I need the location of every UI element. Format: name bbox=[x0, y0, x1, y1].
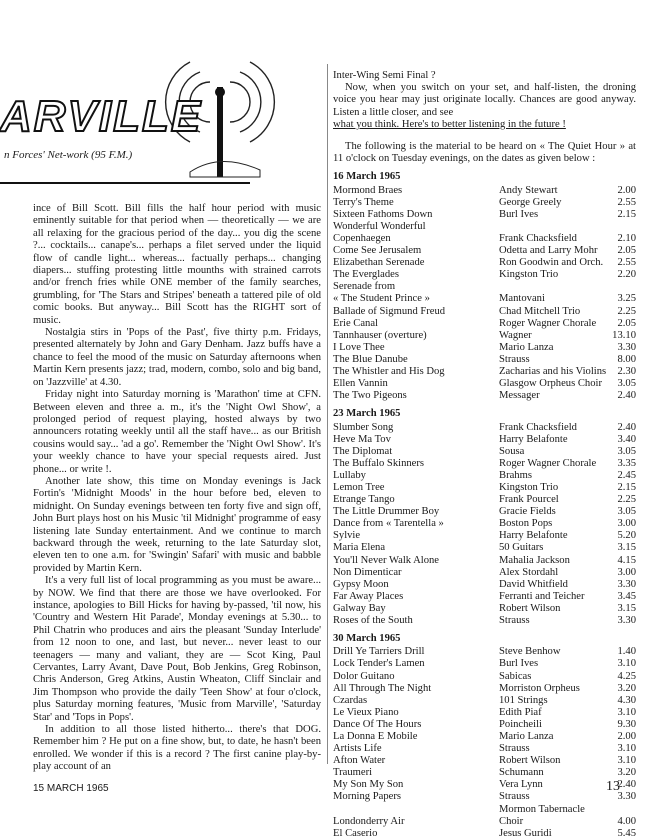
playlist-row bbox=[333, 269, 636, 281]
artist: Brahms bbox=[499, 469, 532, 481]
song-title: Le Vieux Piano bbox=[333, 706, 399, 718]
masthead-rule bbox=[0, 182, 250, 184]
article-continuation bbox=[333, 70, 636, 131]
paragraph: ince of Bill Scott. Bill fills the half hour period with music eminently suitable for that period when — theoretically — we are all relaxing for the gracious period of the day... you dig the scene ?... cocktails... canape's... perhaps a filet served under the liquid flow of candle light... whereas... factually perhaps... changing diapers... stuffing protesting little mounths with strained carrots and/or french fries while ONE member of the family searches, grumbling, for 'The Stars and Stripes' beneath a tattered pile of old comic books. But anyway... Bill Scott has the RIGHT sort of music. bbox=[33, 203, 321, 326]
playlist-row bbox=[333, 755, 636, 767]
duration: 3.10 bbox=[617, 706, 636, 718]
artist: Ferranti and Teicher bbox=[499, 590, 585, 602]
duration: 2.20 bbox=[617, 269, 636, 281]
artist: Robert Wilson bbox=[499, 755, 561, 767]
playlist-row bbox=[333, 530, 636, 542]
duration: 3.10 bbox=[617, 755, 636, 767]
song-title: The Blue Danube bbox=[333, 353, 408, 365]
artist: 50 Guitars bbox=[499, 542, 544, 554]
artist: Kingston Trio bbox=[499, 269, 559, 281]
playlist-row bbox=[333, 293, 636, 305]
artist: Jesus Guridi bbox=[499, 827, 552, 839]
song-title: Roses of the South bbox=[333, 615, 413, 627]
artist: David Whitfield bbox=[499, 578, 568, 590]
playlist-row bbox=[333, 816, 636, 828]
playlist-row bbox=[333, 446, 636, 458]
artist: Zacharias and his Violins bbox=[499, 366, 607, 378]
duration: 9.30 bbox=[617, 718, 636, 730]
song-title: Wonderful Wonderful bbox=[333, 220, 426, 232]
song-title: The Everglades bbox=[333, 269, 399, 281]
artist: Harry Belafonte bbox=[499, 530, 568, 542]
artist: Morriston Orpheus bbox=[499, 682, 580, 694]
song-title bbox=[333, 804, 499, 816]
song-title: Afton Water bbox=[333, 755, 386, 767]
artist: Strauss bbox=[499, 353, 530, 365]
duration: 3.00 bbox=[617, 566, 636, 578]
playlist-row bbox=[333, 330, 636, 342]
duration: 2.00 bbox=[617, 730, 636, 742]
paragraph: It's a very full list of local programming as you must be aware... by NOW. We find that there are those we have overlooked. For instance, apologies to Bill Hicks for having by-passed, 'til now, his 'Country and Western Hit Parade', Monday evenings at 5.30... to Phil Chatrin who produces and airs the pleasant 'Sunday Interlude' from 12 noon to one, and last, but never... never least to our teenagers — many and valiant, they are — Scot King, Paul Cervantes, Larry Avant, Dave Pout, Bob Jenkins, Greg Robinson, Chris Anderson, Greg Atkins, Austin Wheaton, Cliff Sinclair and Jim Thompson who provide the daily 'Teen Show' at four o'clock, plus Saturday morning features, 'Music from Marville', 'Saturday Star' and 'Tops in Pops'. bbox=[33, 575, 321, 723]
duration: 2.25 bbox=[617, 494, 636, 506]
song-title: Londonderry Air bbox=[333, 815, 405, 827]
artist: Kingston Trio bbox=[499, 481, 559, 493]
artist: Andy Stewart bbox=[499, 184, 558, 196]
artist: Robert Wilson bbox=[499, 602, 561, 614]
artist: Wagner bbox=[499, 329, 532, 341]
song-title: Dance from « Tarentella » bbox=[333, 518, 444, 530]
playlist-row bbox=[333, 458, 636, 470]
song-title: Non Dimenticar bbox=[333, 566, 402, 578]
playlist-section bbox=[333, 633, 636, 840]
section-date: 16 March 1965 bbox=[333, 171, 401, 183]
duration: 2.10 bbox=[617, 233, 636, 244]
artist: Mantovani bbox=[499, 293, 545, 305]
playlist-row bbox=[333, 306, 636, 318]
artist: Poincheili bbox=[499, 718, 542, 730]
duration: 4.15 bbox=[617, 554, 636, 566]
artist: Sousa bbox=[499, 445, 525, 457]
section-date: 30 March 1965 bbox=[333, 633, 401, 645]
song-title: Gypsy Moon bbox=[333, 578, 389, 590]
artist: Burl Ives bbox=[499, 208, 539, 220]
duration: 2.55 bbox=[617, 257, 636, 269]
duration: 4.00 bbox=[617, 815, 636, 827]
playlist-row bbox=[333, 707, 636, 719]
left-column-article bbox=[33, 203, 321, 774]
duration: 3.40 bbox=[617, 433, 636, 445]
song-title: « The Student Prince » bbox=[333, 293, 430, 305]
song-title: La Donna E Mobile bbox=[333, 730, 418, 742]
song-title: Tannhauser (overture) bbox=[333, 329, 427, 341]
song-title: Artists Life bbox=[333, 743, 382, 755]
song-title: El Caserio bbox=[333, 827, 378, 839]
paragraph: Another late show, this time on Monday evenings is Jack Fortin's 'Midnight Moods' in the hour before bed, eleven to midnight. On Sunday evenings between ten forty five and sign off, John Burt plays host on his Music 'til Midnight' programme of easy listening late Sunday entertainment. And we continue to march backward through the week, returning to the late Saturday slot, eleven ten to one a.m. for 'Swingin' Safari' with music and babble provided by Martin Kern. bbox=[33, 475, 321, 574]
paragraph: Friday night into Saturday morning is 'Marathon' time at CFN. Between eleven and three a. m., it's the 'Night Owl Show', a prolonged period of request playing, hosted always by two announcers rotating weekly until all the staff have... as our British cousins would say... 'ad a go'. Remember the 'Night Owl Show'. It's your weekly chance to have your special requests aired. Just phone... or write !. bbox=[33, 389, 321, 475]
song-title: Dance Of The Hours bbox=[333, 718, 422, 730]
playlist-row bbox=[333, 743, 636, 755]
duration: 3.30 bbox=[617, 615, 636, 627]
artist: Mormon Tabernacle bbox=[499, 803, 585, 815]
song-title: Drill Ye Tarriers Drill bbox=[333, 646, 425, 658]
playlist-row bbox=[333, 221, 636, 233]
playlist-row bbox=[333, 209, 636, 221]
artist: Strauss bbox=[499, 615, 530, 627]
playlist-row bbox=[333, 731, 636, 743]
artist: Alex Stordahl bbox=[499, 566, 559, 578]
playlist-row bbox=[333, 422, 636, 434]
song-title: My Son My Son bbox=[333, 779, 404, 791]
playlist-row bbox=[333, 518, 636, 530]
duration: 3.35 bbox=[617, 457, 636, 469]
duration: 3.15 bbox=[617, 602, 636, 614]
song-title: Czardas bbox=[333, 694, 368, 706]
playlist-row bbox=[333, 342, 636, 354]
duration: 4.25 bbox=[617, 670, 636, 682]
song-title: Mormond Braes bbox=[333, 184, 403, 196]
playlist-row bbox=[333, 494, 636, 506]
playlist-row bbox=[333, 378, 636, 390]
duration: 3.45 bbox=[617, 590, 636, 602]
duration: 3.00 bbox=[617, 518, 636, 530]
playlist-section bbox=[333, 408, 636, 627]
duration: 3.20 bbox=[617, 767, 636, 779]
artist: Boston Pops bbox=[499, 518, 553, 530]
song-title: Come See Jerusalem bbox=[333, 245, 422, 257]
artist: Odetta and Larry Mohr bbox=[499, 245, 598, 257]
playlist-row bbox=[333, 185, 636, 197]
artist bbox=[499, 221, 609, 233]
duration: 2.55 bbox=[617, 196, 636, 208]
duration bbox=[609, 804, 636, 816]
song-title: Elizabethan Serenade bbox=[333, 257, 425, 269]
duration: 3.05 bbox=[617, 378, 636, 390]
playlist-row bbox=[333, 695, 636, 707]
duration: 3.30 bbox=[617, 341, 636, 353]
song-title: The Diplomat bbox=[333, 445, 393, 457]
artist: Gracie Fields bbox=[499, 506, 556, 518]
artist: 101 Strings bbox=[499, 694, 548, 706]
duration: 5.45 bbox=[617, 827, 636, 839]
duration: 2.30 bbox=[617, 366, 636, 378]
artist: Vera Lynn bbox=[499, 779, 543, 791]
duration: 4.30 bbox=[617, 694, 636, 706]
duration: 3.05 bbox=[617, 506, 636, 518]
song-title: Ballade of Sigmund Freud bbox=[333, 305, 446, 317]
song-title: Copenhaegen bbox=[333, 233, 391, 244]
playlist-row bbox=[333, 542, 636, 554]
artist: Frank Chacksfield bbox=[499, 421, 577, 433]
playlist-row bbox=[333, 828, 636, 840]
duration: 8.00 bbox=[617, 353, 636, 365]
playlist-row bbox=[333, 567, 636, 579]
artist: Steve Benhow bbox=[499, 646, 561, 658]
artist: Burl Ives bbox=[499, 658, 539, 670]
duration: 2.15 bbox=[617, 481, 636, 493]
song-title: Etrange Tango bbox=[333, 494, 395, 506]
song-title: All Through The Night bbox=[333, 682, 432, 694]
masthead-subtitle: n Forces' Net-work (95 F.M.) bbox=[4, 149, 133, 161]
song-title: You'll Never Walk Alone bbox=[333, 554, 440, 566]
artist: Roger Wagner Chorale bbox=[499, 457, 597, 469]
playlist-section bbox=[333, 171, 636, 402]
playlist-sections bbox=[333, 171, 636, 839]
song-title: Sixteen Fathoms Down bbox=[333, 208, 433, 220]
playlist-row bbox=[333, 767, 636, 779]
song-title: Traumeri bbox=[333, 767, 373, 779]
playlist-row bbox=[333, 470, 636, 482]
song-title: Sylvie bbox=[333, 530, 361, 542]
duration: 2.15 bbox=[617, 208, 636, 220]
song-title: Dolor Guitano bbox=[333, 670, 395, 682]
playlist-row bbox=[333, 366, 636, 378]
paragraph: In addition to all those listed hitherto... there's that DOG. Remember him ? He put on a fine show, but, to date, he hasn't been enrolled. We wonder if this is a record ? The first canine play-by-play account of an bbox=[33, 724, 321, 773]
playlist-row bbox=[333, 719, 636, 731]
playlist-row bbox=[333, 646, 636, 658]
song-title: Slumber Song bbox=[333, 421, 394, 433]
playlist-row bbox=[333, 683, 636, 695]
playlist-row bbox=[333, 281, 636, 293]
artist: Ron Goodwin and Orch. bbox=[499, 257, 604, 269]
underlined-text: what you think. Here's to better listening in the future ! bbox=[333, 118, 566, 130]
footer-date: 15 MARCH 1965 bbox=[33, 783, 109, 794]
duration: 3.20 bbox=[617, 682, 636, 694]
duration: 2.40 bbox=[617, 421, 636, 433]
duration: 1.40 bbox=[617, 646, 636, 658]
song-title: Far Away Places bbox=[333, 590, 404, 602]
playlist-row bbox=[333, 615, 636, 627]
artist: Chad Mitchell Trio bbox=[499, 305, 581, 317]
duration: 3.10 bbox=[617, 658, 636, 670]
duration: 2.05 bbox=[617, 245, 636, 257]
artist: Harry Belafonte bbox=[499, 433, 568, 445]
playlist-row bbox=[333, 791, 636, 803]
playlist-row bbox=[333, 257, 636, 269]
song-title: Morning Papers bbox=[333, 791, 401, 803]
artist: Edith Piaf bbox=[499, 706, 542, 718]
song-title: Terry's Theme bbox=[333, 196, 394, 208]
duration: 13.10 bbox=[612, 329, 636, 341]
artist: Mahalia Jackson bbox=[499, 554, 570, 566]
duration: 3.25 bbox=[617, 293, 636, 305]
playlist-row bbox=[333, 233, 636, 245]
duration: 2.40 bbox=[617, 390, 636, 402]
playlist-row bbox=[333, 579, 636, 591]
duration bbox=[609, 281, 636, 293]
paragraph: Inter-Wing Semi Final ? bbox=[333, 70, 436, 81]
song-title: Lock Tender's Lamen bbox=[333, 658, 425, 670]
masthead-title: ARVILLE bbox=[0, 92, 203, 141]
column-divider bbox=[327, 64, 328, 764]
quiet-hour-intro: The following is the material to be heard on « The Quiet Hour » at 11 o'clock on Tuesday evenings, on the dates as given below : bbox=[333, 141, 636, 165]
playlist-row bbox=[333, 318, 636, 330]
artist: Mario Lanza bbox=[499, 730, 554, 742]
song-title: Heve Ma Tov bbox=[333, 433, 391, 445]
song-title: Ellen Vannin bbox=[333, 378, 388, 390]
paragraph: Now, when you switch on your set, and half-listen, the droning voice you hear may just originate locally. Chances are good anyway. Listen a little closer, and see bbox=[333, 82, 636, 118]
song-title: The Whistler and His Dog bbox=[333, 366, 445, 378]
duration: 2.45 bbox=[617, 469, 636, 481]
song-title: Lullaby bbox=[333, 469, 366, 481]
duration: 3.30 bbox=[617, 578, 636, 590]
artist: Messager bbox=[499, 390, 540, 402]
playlist-row bbox=[333, 197, 636, 209]
song-title: The Buffalo Skinners bbox=[333, 457, 425, 469]
duration: 2.00 bbox=[617, 184, 636, 196]
artist: Strauss bbox=[499, 791, 530, 803]
duration: 3.15 bbox=[617, 542, 636, 554]
paragraph: Nostalgia stirs in 'Pops of the Past', five thirty p.m. Fridays, presented alternately by John and Gary Denham. Jazz buffs have a chance to feel the mood of the music on Saturday afternoons when Martin Kern presents jazz; trad, modern, combo, solo and big band, on 'Jazzville' at 4.30. bbox=[33, 327, 321, 388]
artist: Frank Chacksfield bbox=[499, 233, 577, 244]
artist: Choir bbox=[499, 815, 524, 827]
artist: George Greely bbox=[499, 196, 562, 208]
artist: Mario Lanza bbox=[499, 341, 554, 353]
playlist-row bbox=[333, 482, 636, 494]
playlist-row bbox=[333, 804, 636, 816]
artist: Frank Pourcel bbox=[499, 494, 559, 506]
playlist-row bbox=[333, 603, 636, 615]
artist: Glasgow Orpheus Choir bbox=[499, 378, 602, 390]
song-title: Galway Bay bbox=[333, 602, 386, 614]
playlist-row bbox=[333, 555, 636, 567]
duration: 2.40 bbox=[617, 779, 636, 791]
duration: 2.25 bbox=[617, 305, 636, 317]
duration bbox=[609, 221, 636, 233]
song-title: Lemon Tree bbox=[333, 481, 385, 493]
artist: Roger Wagner Chorale bbox=[499, 317, 597, 329]
playlist-row bbox=[333, 591, 636, 603]
duration: 3.10 bbox=[617, 743, 636, 755]
playlist-row bbox=[333, 506, 636, 518]
artist: Strauss bbox=[499, 743, 530, 755]
playlist-row bbox=[333, 671, 636, 683]
song-title: The Little Drummer Boy bbox=[333, 506, 440, 518]
song-title: Serenade from bbox=[333, 281, 396, 293]
duration: 3.30 bbox=[617, 791, 636, 803]
playlist-row bbox=[333, 245, 636, 257]
duration: 2.05 bbox=[617, 317, 636, 329]
playlist-row bbox=[333, 390, 636, 402]
song-title: Erie Canal bbox=[333, 317, 379, 329]
section-date: 23 March 1965 bbox=[333, 408, 401, 420]
playlist-row bbox=[333, 434, 636, 446]
artist: Sabicas bbox=[499, 670, 532, 682]
song-title: The Two Pigeons bbox=[333, 390, 407, 402]
duration: 5.20 bbox=[617, 530, 636, 542]
playlist-row bbox=[333, 354, 636, 366]
artist bbox=[499, 281, 609, 293]
song-title: I Love Thee bbox=[333, 341, 385, 353]
page-number: 13 bbox=[606, 779, 620, 794]
masthead bbox=[0, 52, 300, 192]
song-title: Maria Elena bbox=[333, 542, 386, 554]
artist: Schumann bbox=[499, 767, 544, 779]
playlist-row bbox=[333, 779, 636, 791]
right-column bbox=[333, 70, 636, 840]
playlist-row bbox=[333, 658, 636, 670]
duration: 3.05 bbox=[617, 445, 636, 457]
